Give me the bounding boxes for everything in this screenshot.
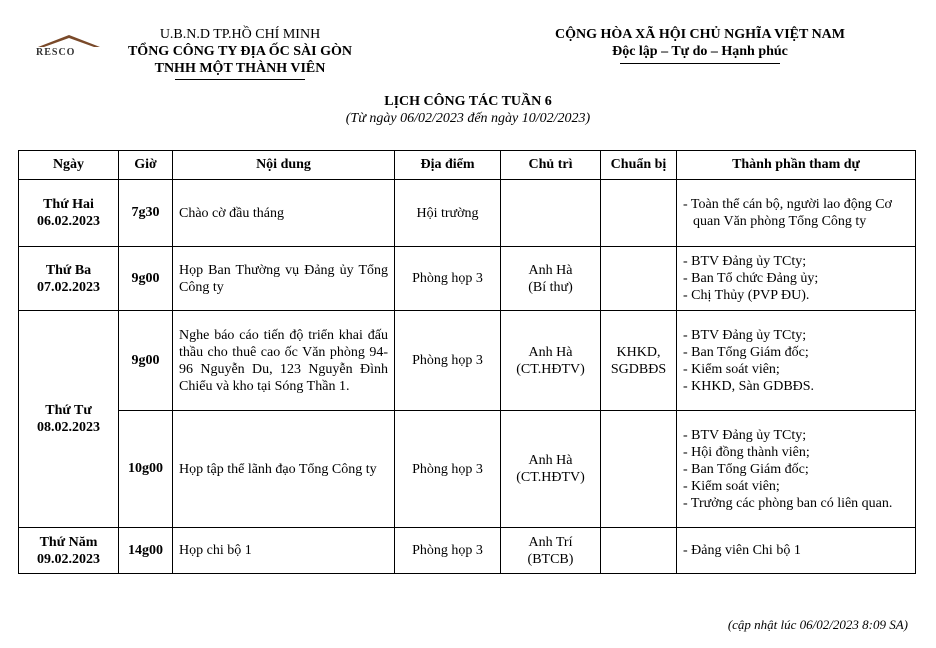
participant-item: - KHKD, Sàn GDBĐS. [683,378,815,394]
participant-item: - BTV Đảng ủy TCty; [683,254,807,269]
host-cell [501,528,601,574]
table-row [19,247,916,311]
participant-item: - BTV Đảng ủy TCty; [683,427,807,443]
day-cell [19,180,119,247]
place-cell: Phòng họp 3 [395,311,501,411]
participant-item: - Toàn thể cán bộ, người lao động Cơ quan Văn phòng Tổng Công ty [683,197,892,229]
participant-item: - Trưởng các phòng ban có liên quan. [683,495,893,511]
prep-cell [601,311,677,411]
day-cell [19,247,119,311]
content-cell: Họp chi bộ 1 [173,528,395,574]
place-cell: Phòng họp 3 [395,247,501,311]
participant-item: - Ban Tổng Giám đốc; [683,461,809,477]
col-header-day: Ngày [19,151,119,180]
col-header-content: Nội dung [173,151,395,180]
content-cell: Họp Ban Thường vụ Đảng ủy Tổng Công ty [173,247,395,311]
place-cell: Phòng họp 3 [395,411,501,528]
nation-line-2: Độc lập – Tự do – Hạnh phúc [612,44,788,59]
org-line-3: TNHH MỘT THÀNH VIÊN [154,61,326,76]
time-cell: 10g00 [119,411,173,528]
host-cell [501,411,601,528]
prep-cell [601,411,677,528]
content-cell: Họp tập thể lãnh đạo Tổng Công ty [173,411,395,528]
host-role: (CT.HĐTV) [516,361,585,377]
host-name: Anh Hà [528,262,573,278]
logo-text: RESCO [36,47,76,58]
day-date: 08.02.2023 [37,420,100,435]
prep-cell [601,528,677,574]
participant-item: - Kiểm soát viên; [683,361,780,377]
day-cell [19,311,119,528]
participants-cell [677,411,916,528]
content-cell: Chào cờ đầu tháng [173,180,395,247]
table-row [19,180,916,247]
time-cell: 14g00 [119,528,173,574]
day-name: Thứ Năm [39,534,98,550]
prep-line-1: KHKD, [616,344,661,360]
table-row [19,528,916,574]
participants-cell [677,247,916,311]
table-row [19,311,916,411]
host-name: Anh Hà [528,453,573,468]
host-cell [501,311,601,411]
table-row [19,411,916,528]
day-name: Thứ Hai [43,197,94,212]
participants-cell [677,311,916,411]
host-role: (Bí thư) [528,279,573,295]
time-cell: 7g30 [119,180,173,247]
place-cell: Phòng họp 3 [395,528,501,574]
col-header-participants: Thành phần tham dự [677,151,916,180]
participant-item: - Hội đồng thành viên; [683,444,810,460]
update-timestamp: (cập nhật lúc 06/02/2023 8:09 SA) [727,617,908,632]
schedule-table [18,150,916,574]
time-cell: 9g00 [119,311,173,411]
participant-item: - Chị Thủy (PVP ĐU). [683,288,810,303]
col-header-place: Địa điểm [395,151,501,180]
participant-item: - Ban Tổ chức Đảng ủy; [683,271,819,286]
nation-line-1: CỘNG HÒA XÃ HỘI CHỦ NGHĨA VIỆT NAM [554,27,845,42]
participants-cell [677,528,916,574]
org-line-2: TỔNG CÔNG TY ĐỊA ỐC SÀI GÒN [127,44,353,59]
day-date: 07.02.2023 [37,279,100,295]
prep-cell [601,247,677,311]
table-header-row [19,151,916,180]
org-line-1: U.B.N.D TP.HỒ CHÍ MINH [159,27,321,42]
doc-subtitle: (Từ ngày 06/02/2023 đến ngày 10/02/2023) [345,111,591,126]
participant-item: - Ban Tổng Giám đốc; [683,344,809,360]
content-cell: Nghe báo cáo tiến độ triển khai đấu thầu cho thuê cao ốc Văn phòng 94-96 Nguyễn Du, 123 Nguyễn Đình Chiểu và kho tại Sóng Thần 1. [173,311,395,411]
day-date: 06.02.2023 [37,214,100,229]
col-header-host: Chủ trì [501,151,601,180]
nation-header [520,26,880,64]
participant-item: - BTV Đảng ủy TCty; [683,327,807,343]
roof-icon [34,34,104,48]
time-cell: 9g00 [119,247,173,311]
col-header-time: Giờ [119,151,173,180]
resco-logo [34,34,104,62]
participant-item: - Đảng viên Chi bộ 1 [683,543,801,558]
participant-item: - Kiểm soát viên; [683,478,780,494]
org-header [100,26,380,80]
prep-line-2: SGDBĐS [610,361,667,377]
day-name: Thứ Tư [45,403,92,418]
host-cell [501,180,601,247]
day-cell [19,528,119,574]
host-cell [501,247,601,311]
col-header-prep: Chuẩn bị [601,151,677,180]
host-name: Anh Hà [528,344,573,360]
day-name: Thứ Ba [45,262,92,278]
doc-title: LỊCH CÔNG TÁC TUẦN 6 [384,94,552,109]
org-underline [175,79,305,80]
host-role: (BTCB) [527,551,574,567]
nation-underline [620,63,780,64]
host-role: (CT.HĐTV) [516,470,585,485]
prep-cell [601,180,677,247]
place-cell: Hội trường [395,180,501,247]
day-date: 09.02.2023 [37,551,100,567]
participants-cell [677,180,916,247]
host-name: Anh Trí [528,534,573,550]
